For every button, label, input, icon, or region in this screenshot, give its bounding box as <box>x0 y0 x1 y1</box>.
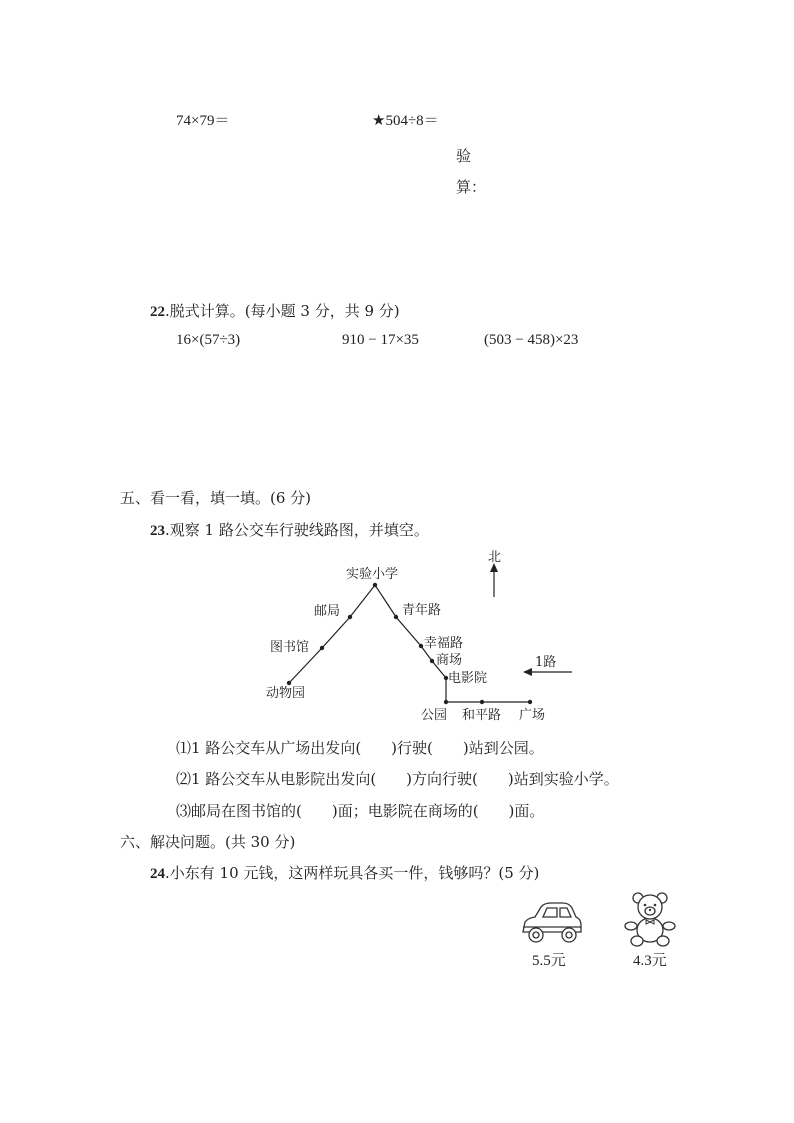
q23-item-3: ⑶邮局在图书馆的( )面；电影院在商场的( )面。 <box>176 802 545 820</box>
stop-label-library: 图书馆 <box>270 640 310 655</box>
verify-label-2: 算： <box>456 178 487 196</box>
question-text: .小东有 10 元钱，这两样玩具各买一件，钱够吗？(5 分) <box>165 864 540 882</box>
calc-expression-3: (503 − 458)×23 <box>484 332 579 348</box>
stop-dot-square <box>528 700 532 704</box>
expression-74x79: 74×79＝ <box>176 113 230 129</box>
stop-dot-xingfu <box>419 644 423 648</box>
section-5-title: 五、看一看，填一填。(6 分) <box>120 489 312 507</box>
q23-item-2: ⑵1 路公交车从电影院出发向( )方向行驶( )站到实验小学。 <box>176 770 619 788</box>
stop-label-park: 公园 <box>421 708 448 723</box>
question-24-title <box>150 862 539 883</box>
stop-dot-school <box>373 583 377 587</box>
stop-label-heping: 和平路 <box>462 708 502 723</box>
stop-dot-park <box>444 700 448 704</box>
question-number: 22 <box>150 304 165 320</box>
question-number: 24 <box>150 866 165 882</box>
stop-label-qingnian: 青年路 <box>402 603 442 618</box>
calc-expression-2: 910 − 17×35 <box>342 332 419 348</box>
teddy-bear-price: 4.3元 <box>633 953 667 969</box>
toy-car-icon <box>519 898 585 950</box>
question-text: .脱式计算。(每小题 3 分，共 9 分) <box>165 302 400 320</box>
stop-dot-zoo <box>287 681 291 685</box>
stop-dot-heping <box>480 700 484 704</box>
q23-item-1: ⑴1 路公交车从广场出发向( )行驶( )站到公园。 <box>176 739 544 757</box>
question-text: .观察 1 路公交车行驶线路图，并填空。 <box>165 521 429 539</box>
teddy-bear-icon <box>622 890 678 948</box>
stop-label-xingfu: 幸福路 <box>424 636 464 651</box>
stop-label-mall: 商场 <box>436 653 463 668</box>
stop-dot-library <box>320 646 324 650</box>
stop-dot-qingnian <box>394 615 398 619</box>
verify-label-1: 验 <box>456 147 472 165</box>
toy-car-price: 5.5元 <box>532 953 566 969</box>
route-label: 1路 <box>535 655 557 670</box>
stop-dot-post <box>348 615 352 619</box>
stop-label-zoo: 动物园 <box>266 686 306 701</box>
direction-arrow-icon <box>523 668 532 676</box>
stop-label-cinema: 电影院 <box>448 671 488 686</box>
north-label: 北 <box>488 550 502 565</box>
stop-label-square: 广场 <box>519 708 546 723</box>
expression-504div8: ★504÷8＝ <box>372 113 439 129</box>
calc-expression-1: 16×(57÷3) <box>176 332 241 348</box>
section-6-title: 六、解决问题。(共 30 分) <box>120 833 296 851</box>
stop-label-post: 邮局 <box>314 604 341 619</box>
question-number: 23 <box>150 523 165 539</box>
stop-label-school: 实验小学 <box>346 567 399 582</box>
stop-dot-mall <box>430 659 434 663</box>
